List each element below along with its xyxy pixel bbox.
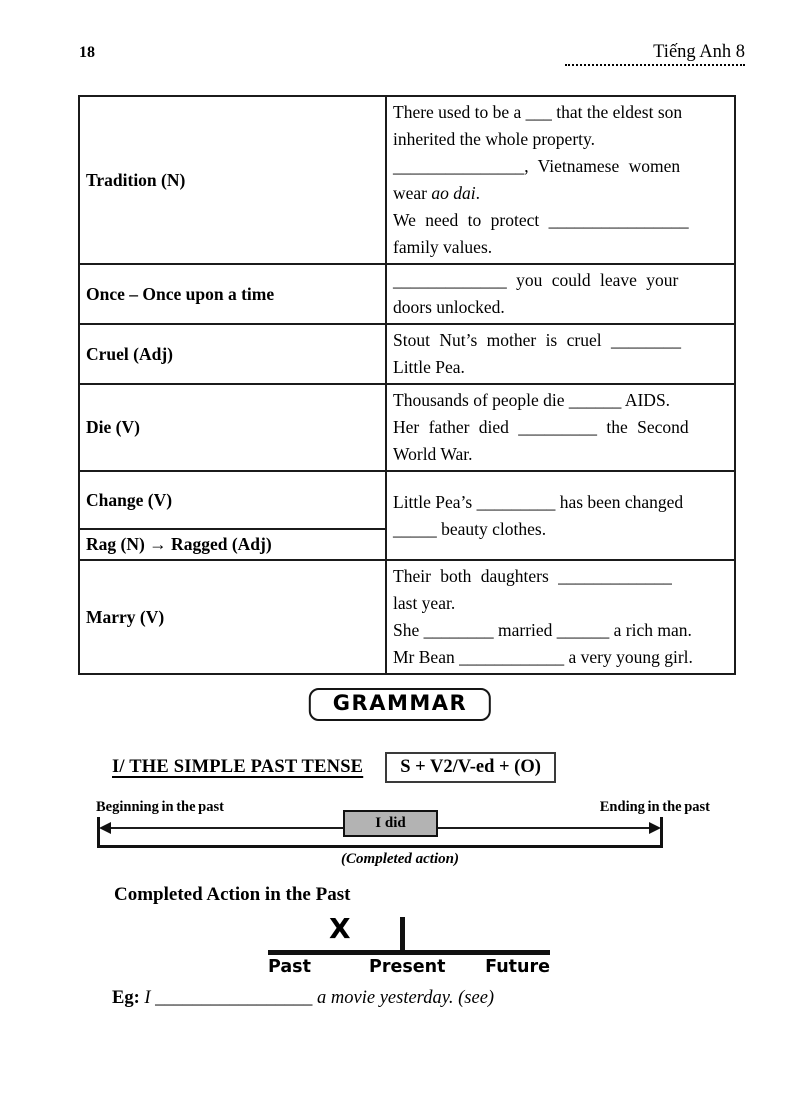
text-segment: Mr Bean ____________ a very young girl. (393, 647, 693, 667)
text-segment: last year. (393, 593, 456, 613)
text-segment: Stout Nut’s mother is cruel ________ (393, 330, 681, 350)
vocab-sentences (386, 384, 735, 471)
text-segment: _______________, Vietnamese women (393, 156, 681, 176)
sentence-line (393, 489, 730, 516)
section-title: I/ THE SIMPLE PAST TENSE (112, 757, 364, 777)
completed-action-caption: (Completed action) (341, 851, 459, 867)
vocab-term: Tradition (N) (79, 96, 386, 264)
text-segment: inherited the whole property. (393, 129, 595, 149)
example-sentence (112, 988, 494, 1009)
vocab-term: Cruel (Adj) (79, 324, 386, 384)
sentence-line (393, 644, 730, 671)
axis-line (268, 950, 550, 955)
vocab-sentences (386, 471, 735, 560)
grammar-banner: GRAMMAR (309, 688, 491, 721)
x-mark: X (329, 912, 351, 945)
axis-label-future: Future (485, 957, 550, 977)
vocab-row (79, 264, 735, 324)
text-segment: I _________________ a movie yesterday. (see) (144, 988, 495, 1008)
text-segment: Their both daughters _____________ (393, 566, 672, 586)
past-present-future-axis (268, 913, 550, 985)
sentence-line (393, 99, 730, 126)
text-segment: Thousands of people die ______ AIDS. (393, 390, 671, 410)
sentence-line (393, 617, 730, 644)
vocab-sentences (386, 96, 735, 264)
vocab-sentences (386, 324, 735, 384)
vocab-row (79, 471, 735, 529)
vocab-row (79, 324, 735, 384)
timeline-right-label: Ending in the past (599, 799, 710, 815)
text-segment: Her father died _________ the Second (393, 417, 689, 437)
vocab-term: Once – Once upon a time (79, 264, 386, 324)
sentence-line (393, 126, 730, 153)
text-segment: World War. (393, 444, 473, 464)
i-did-box: I did (343, 810, 438, 837)
timeline-left-label: Beginning in the past (96, 799, 224, 815)
text-segment: ao dai (431, 183, 476, 203)
book-title (565, 42, 745, 66)
text-segment: wear (393, 183, 432, 203)
sentence-line (393, 387, 730, 414)
sentence-line (393, 563, 730, 590)
axis-label-present: Present (369, 957, 446, 977)
sentence-line (393, 516, 730, 543)
arrowhead-right-icon (649, 822, 661, 834)
text-segment: _____ beauty clothes. (393, 518, 547, 539)
vocab-sentences (386, 264, 735, 324)
sentence-line (393, 153, 730, 180)
book-title-text: Tiếng Anh 8 (653, 42, 745, 62)
sentence-line (393, 441, 730, 468)
vocab-table-body (79, 96, 735, 674)
vocab-row (79, 560, 735, 674)
formula-box: S + V2/V-ed + (O) (385, 752, 556, 783)
text-segment: Little Pea’s _________ has been changed (393, 491, 684, 512)
sentence-line (393, 207, 730, 234)
text-segment: Eg: (112, 988, 145, 1008)
vocab-term: Marry (V) (79, 560, 386, 674)
sentence-line (393, 234, 730, 261)
tense-heading-row (112, 752, 556, 783)
vocab-row (79, 384, 735, 471)
page-number: 18 (79, 44, 95, 61)
sentence-line (393, 590, 730, 617)
vocab-sentences (386, 560, 735, 674)
completed-action-heading: Completed Action in the Past (114, 884, 351, 905)
text-segment: She ________ married ______ a rich man. (393, 620, 692, 640)
text-segment: doors unlocked. (393, 297, 505, 317)
title-dotted-underline (565, 64, 745, 66)
timeline-bottom-line (97, 845, 663, 848)
sentence-line (393, 180, 730, 207)
text-segment: _____________ you could leave your (393, 270, 679, 290)
text-segment: We need to protect ________________ (393, 210, 689, 230)
text-segment: There used to be a ___ that the eldest son (393, 102, 683, 122)
text-segment: family values. (393, 237, 493, 257)
vocab-table (78, 95, 736, 675)
sentence-line (393, 294, 730, 321)
present-tick (400, 917, 405, 950)
past-tense-timeline (90, 799, 710, 875)
vocab-term: Die (V) (79, 384, 386, 471)
sentence-line (393, 327, 730, 354)
axis-label-past: Past (268, 957, 311, 977)
vocab-term: Rag (N) → Ragged (Adj) (79, 529, 386, 560)
arrowhead-left-icon (99, 822, 111, 834)
vocab-term: Change (V) (79, 471, 386, 529)
sentence-line (393, 354, 730, 381)
vocab-row (79, 96, 735, 264)
text-segment: Little Pea. (393, 357, 465, 377)
sentence-line (393, 414, 730, 441)
text-segment: . (475, 183, 481, 203)
sentence-line (393, 267, 730, 294)
